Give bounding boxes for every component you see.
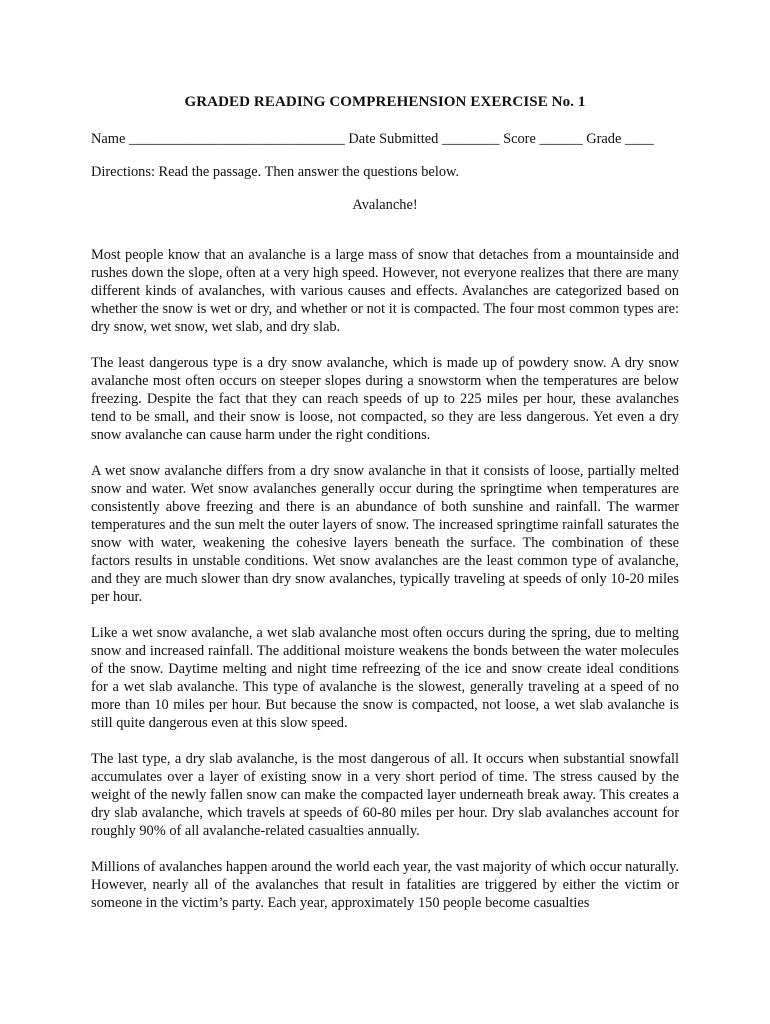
- student-info-line: Name ______________________________ Date Submitted ________ Score ______ Grade ____: [91, 131, 654, 147]
- passage-paragraph: A wet snow avalanche differs from a dry snow avalanche in that it consists of loose, partially melted snow and water. Wet snow avalanches generally occur during the springtime when temperatures are consistently above freezing and there is an abundance of both sunshine and rainfall. The warmer temperatures and the sun melt the outer layers of snow. The increased springtime rainfall saturates the snow with water, weakening the cohesive layers beneath the surface. The combination of these factors results in unstable conditions. Wet snow avalanches are the least common type of avalanche, and they are much slower than dry snow avalanches, typically traveling at speeds of only 10-20 miles per hour.: [91, 463, 679, 605]
- passage-paragraph: Millions of avalanches happen around the world each year, the vast majority of which occur naturally. However, nearly all of the avalanches that result in fatalities are triggered by either the victim or someone in the victim’s party. Each year, approximately 150 people become casualties: [91, 859, 679, 911]
- passage-paragraph: The least dangerous type is a dry snow avalanche, which is made up of powdery snow. A dry snow avalanche most often occurs on steeper slopes during a snowstorm when the temperatures are below freezing. Despite the fact that they can reach speeds of up to 225 miles per hour, these avalanches tend to be small, and their snow is loose, not compacted, so they are less dangerous. Yet even a dry snow avalanche can cause harm under the right conditions.: [91, 355, 679, 443]
- exercise-title: GRADED READING COMPREHENSION EXERCISE No. 1: [184, 94, 586, 110]
- passage-body: [91, 246, 679, 912]
- passage-paragraph: Most people know that an avalanche is a large mass of snow that detaches from a mountainside and rushes down the slope, often at a very high speed. However, not everyone realizes that there are many different kinds of avalanches, with various causes and effects. Avalanches are categorized based on whether the snow is wet or dry, and whether or not it is compacted. The four most common types are: dry snow, wet snow, wet slab, and dry slab.: [91, 247, 679, 335]
- passage-paragraph: The last type, a dry slab avalanche, is the most dangerous of all. It occurs when substantial snowfall accumulates over a layer of existing snow in a very short period of time. The stress caused by the weight of the newly fallen snow can make the compacted layer underneath break away. This creates a dry slab avalanche, which travels at speeds of 60-80 miles per hour. Dry slab avalanches account for roughly 90% of all avalanche-related casualties annually.: [91, 751, 679, 839]
- passage-title: Avalanche!: [352, 197, 418, 213]
- passage-paragraph: Like a wet snow avalanche, a wet slab avalanche most often occurs during the spring, due to melting snow and increased rainfall. The additional moisture weakens the bonds between the water molecules of the snow. Daytime melting and night time refreezing of the ice and snow create ideal conditions for a wet slab avalanche. This type of avalanche is the slowest, generally traveling at a speed of no more than 10 miles per hour. But because the snow is compacted, not loose, a wet slab avalanche is still quite dangerous even at this slow speed.: [91, 625, 679, 731]
- directions-text: Directions: Read the passage. Then answer the questions below.: [91, 164, 460, 180]
